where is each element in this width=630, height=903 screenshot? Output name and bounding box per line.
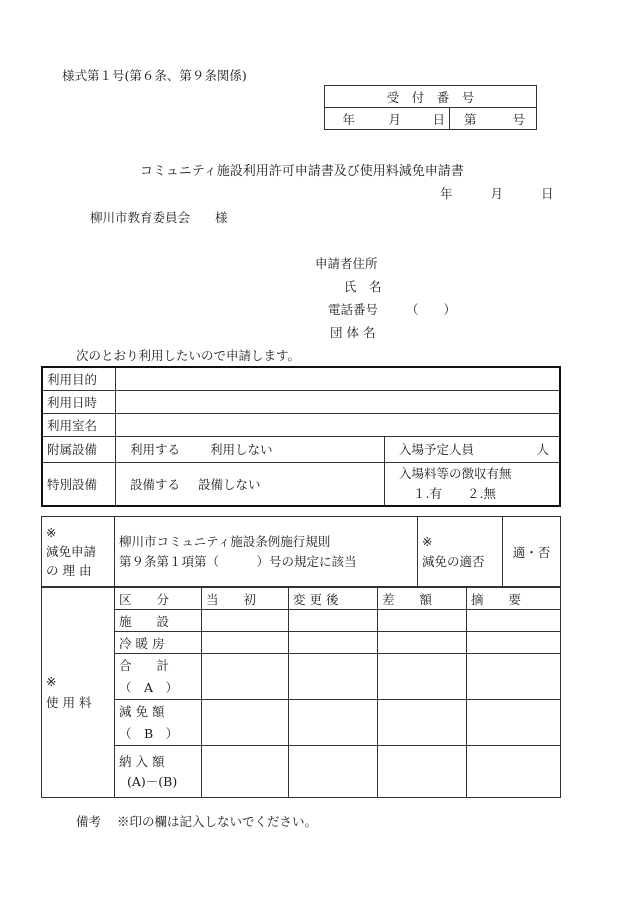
attendance-unit: 人 (536, 442, 549, 457)
equipment-choice[interactable] (116, 436, 385, 462)
fee-cell[interactable] (378, 632, 467, 654)
fee-cell[interactable] (467, 746, 561, 798)
reduction-reason-1: 柳川市コミュニティ施設条例施行規則 (119, 533, 331, 549)
datetime-label: 利用日時 (42, 390, 116, 413)
applicant-address-label: 申請者住所 (315, 256, 378, 271)
fee-label: 使 用 料 (46, 695, 92, 710)
date-day: 日 (540, 186, 554, 201)
fee-cell[interactable] (289, 746, 378, 798)
fee-table (41, 587, 561, 798)
receipt-no-prefix: 第 (464, 111, 477, 127)
reduction-table (41, 516, 561, 587)
fee-cell[interactable] (202, 632, 289, 654)
datetime-field[interactable] (116, 390, 561, 413)
fee-cell[interactable] (202, 654, 289, 700)
fee-collection-label: 入場料等の徴収有無 (399, 465, 512, 481)
form-number: 様式第１号(第６条、第９条関係) (62, 68, 247, 83)
addressee: 柳川市教育委員会 様 (90, 210, 228, 225)
fee-cell[interactable] (378, 654, 467, 700)
fee-row-aircon: 冷 暖 房 (115, 632, 202, 654)
reduction-apply-text: 減免の適否 (422, 553, 485, 569)
fee-cell[interactable] (289, 610, 378, 632)
receipt-number-field[interactable] (450, 108, 537, 130)
receipt-number-box (324, 85, 537, 130)
fee-cell[interactable] (289, 654, 378, 700)
room-label: 利用室名 (42, 413, 116, 436)
applicant-group-label: 団 体 名 (330, 325, 376, 340)
fee-mark: ※ (46, 674, 57, 689)
fee-cell[interactable] (378, 610, 467, 632)
form-title: コミュニティ施設利用許可申請書及び使用料減免申請書 (140, 164, 464, 179)
note-text: ※印の欄は記入しないでください。 (116, 814, 317, 829)
reduction-apply-value[interactable]: 適・否 (503, 517, 561, 587)
date-year: 年 (440, 186, 453, 201)
fee-collection-options[interactable]: １.有 ２.無 (413, 485, 496, 501)
fee-cell[interactable] (202, 746, 289, 798)
receipt-day: 日 (405, 108, 450, 130)
reduction-apply-label (418, 517, 503, 587)
fee-cell[interactable] (467, 610, 561, 632)
reduction-label (42, 517, 115, 587)
attendance-label: 入場予定人員 (399, 442, 475, 457)
fee-header-changed: 変 更 後 (289, 588, 378, 610)
receipt-year: 年 (325, 108, 360, 130)
applicant-phone-paren[interactable]: （ ） (406, 302, 457, 317)
special-label: 特別設備 (42, 462, 116, 506)
reduction-reason-field[interactable] (115, 517, 418, 587)
fee-cell[interactable] (467, 654, 561, 700)
fee-row-total (115, 654, 202, 700)
purpose-field[interactable] (116, 367, 561, 390)
fee-header-category: 区 分 (115, 588, 202, 610)
fee-cell[interactable] (378, 746, 467, 798)
fee-header-initial: 当 初 (202, 588, 289, 610)
purpose-label: 利用目的 (42, 367, 116, 390)
fee-row-facility: 施 設 (115, 610, 202, 632)
usage-table (41, 366, 561, 507)
fee-total-a: （ A ） (119, 679, 179, 695)
note (76, 812, 317, 830)
reduction-mark: ※ (46, 525, 57, 540)
application-date[interactable] (440, 184, 553, 202)
fee-total-label: 合 計 (119, 657, 170, 673)
fee-payment-label: 納 入 額 (119, 753, 165, 769)
fee-header-remarks: 摘 要 (467, 588, 561, 610)
reduction-reason-2: 第９条第１項第（ ）号の規定に該当 (119, 553, 357, 569)
fee-row-reduction (115, 700, 202, 746)
fee-cell[interactable] (202, 700, 289, 746)
reduction-apply-mark: ※ (422, 533, 433, 549)
special-use-option[interactable]: 設備する (130, 476, 181, 492)
equipment-label: 附属設備 (42, 436, 116, 462)
fee-cell[interactable] (378, 700, 467, 746)
special-choice[interactable] (116, 462, 385, 506)
note-label: 備考 (76, 814, 102, 829)
fee-cell[interactable] (202, 610, 289, 632)
equipment-use-option[interactable]: 利用する (130, 442, 181, 457)
receipt-month: 月 (359, 108, 405, 130)
fee-header-difference: 差 額 (378, 588, 467, 610)
equipment-nouse-option[interactable]: 利用しない (209, 442, 273, 457)
fee-collection-field[interactable] (385, 462, 561, 506)
fee-cell[interactable] (289, 700, 378, 746)
fee-cell[interactable] (467, 632, 561, 654)
reduction-label-2: の 理 由 (46, 563, 92, 578)
fee-row-payment (115, 746, 202, 798)
intro-text: 次のとおり利用したいので申請します。 (76, 348, 301, 363)
special-nouse-option[interactable]: 設備しない (197, 476, 261, 492)
applicant-name-label: 氏 名 (344, 279, 382, 294)
fee-reduction-label: 減 免 額 (119, 703, 165, 719)
reduction-label-1: 減免申請 (46, 544, 97, 559)
fee-reduction-b: （ B ） (119, 725, 179, 741)
fee-label-cell (42, 588, 115, 798)
applicant-phone-label: 電話番号 (328, 302, 379, 317)
fee-cell[interactable] (289, 632, 378, 654)
date-month: 月 (490, 186, 503, 201)
receipt-header: 受 付 番 号 (325, 86, 537, 108)
room-field[interactable] (116, 413, 561, 436)
fee-payment-formula: (A)－(B) (127, 773, 178, 789)
receipt-no-suffix: 号 (512, 111, 525, 127)
fee-cell[interactable] (467, 700, 561, 746)
attendance-field[interactable] (385, 436, 561, 462)
